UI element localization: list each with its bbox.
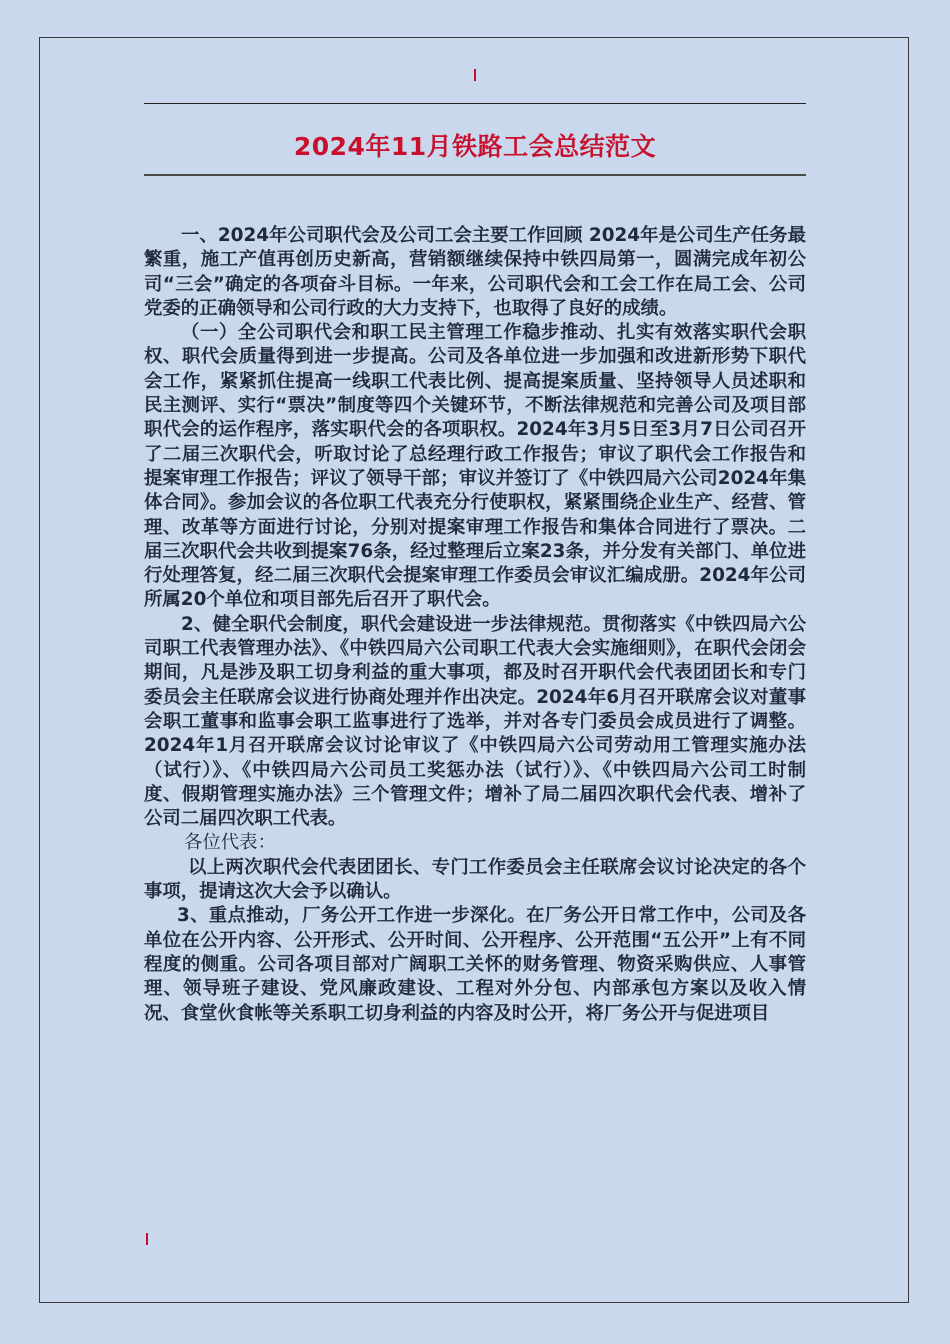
paragraph-section-1: （一）全公司职代会和职工民主管理工作稳步推动、扎实有效落实职代会职权、职代会质量得到进一步提高。公司及各单位进一步加强和改进新形势下职代会工作，紧紧抓住提高一线职工代表比例、提高提案质量、坚持领导人员述职和民主测评、实行“票决”制度等四个关键环节，不断法律规范和完善公司及项目部职代会的运作程序，落实职代会的各项职权。2024年3月5日至3月7日公司召开了二届三次职代会，听取讨论了总经理行政工作报告；审议了职代会工作报告和提案审理工作报告；评议了领导干部；审议并签订了《中铁四局六公司2024年集体合同》。参加会议的各位职工代表充分行使职权，紧紧围绕企业生产、经营、管理、改革等方面进行讨论，分别对提案审理工作报告和集体合同进行了票决。二届三次职代会共收到提案76条，经过整理后立案23条，并分发有关部门、单位进行处理答复，经二届三次职代会提案审理工作委员会审议汇编成册。2024年公司所属20个单位和项目部先后召开了职代会。 (144, 322, 806, 611)
paragraph-salutation: 各位代表： (184, 832, 276, 854)
bottom-margin-mark (146, 1233, 148, 1245)
document-body (144, 224, 806, 1026)
title-rule (144, 174, 806, 176)
paragraph-review-intro: 一、2024年公司职代会及公司工会主要工作回顾 2024年是公司生产任务最繁重，施工产值再创历史新高，营销额继续保持中铁四局第一，圆满完成年初公司“三会”确定的各项奋斗目标。一年来，公司职代会和工会工作在局工会、公司党委的正确领导和公司行政的大力支持下，也取得了良好的成绩。 (144, 225, 806, 319)
paragraph-confirmation: 以上两次职代会代表团团长、专门工作委员会主任联席会议讨论决定的各个事项，提请这次大会予以确认。 (144, 856, 806, 903)
header-rule (144, 103, 806, 104)
document-title: 2024年11月铁路工会总结范文 (293, 132, 657, 161)
paragraph-section-2: 2、健全职代会制度，职代会建设进一步法律规范。贯彻落实《中铁四局六公司职工代表管理办法》、《中铁四局六公司职工代表大会实施细则》，在职代会闭会期间，凡是涉及职工切身利益的重大事项，都及时召开职代会代表团团长和专门委员会主任联席会议进行协商处理并作出决定。2024年6月召开联席会议对董事会职工董事和监事会职工监事进行了选举，并对各专门委员会成员进行了调整。2024年1月召开联席会议讨论审议了《中铁四局六公司劳动用工管理实施办法（试行）》、《中铁四局六公司员工奖惩办法（试行）》、《中铁四局六公司工时制度、假期管理实施办法》三个管理文件；增补了局二届四次职代会代表、增补了公司二届四次职工代表。 (144, 613, 806, 830)
paragraph-section-3: 3、重点推动，厂务公开工作进一步深化。在厂务公开日常工作中，公司及各单位在公开内容、公开形式、公开时间、公开程序、公开范围“五公开”上有不同程度的侧重。公司各项目部对广阔职工关怀的财务管理、物资采购供应、人事管理、领导班子建设、党风廉政建设、工程对外分包、内部承包方案以及收入情况、食堂伙食帐等关系职工切身利益的内容及时公开，将厂务公开与促进项目 (144, 905, 806, 1024)
top-margin-mark (474, 69, 476, 81)
